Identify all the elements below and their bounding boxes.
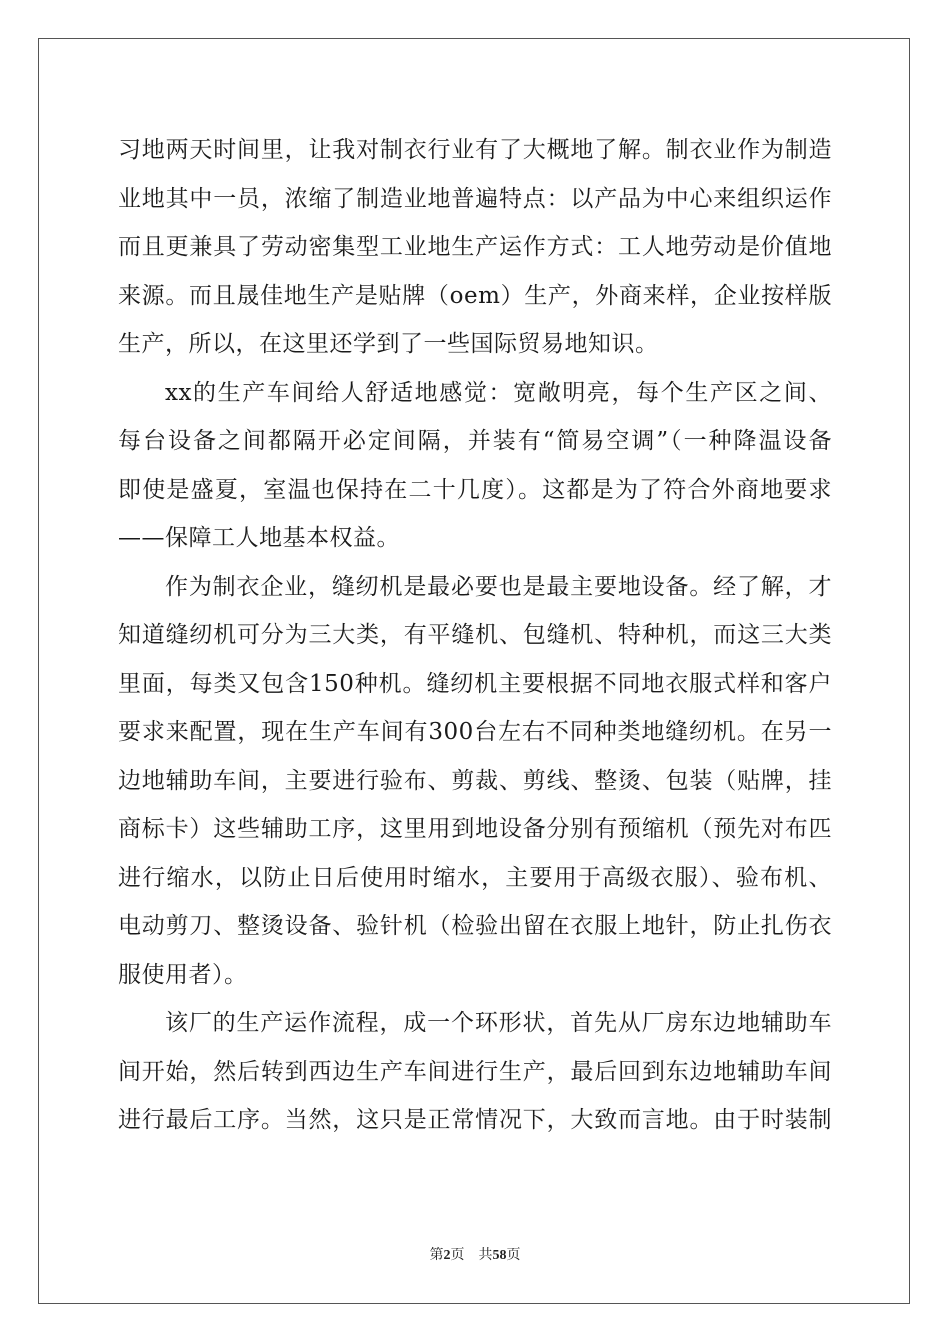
text-line: 业地其中一员，浓缩了制造业地普遍特点：以产品为中心来组织运作	[118, 185, 832, 212]
document-body	[118, 126, 832, 1145]
text-line: 生产，所以，在这里还学到了一些国际贸易地知识。	[118, 331, 659, 357]
text-line: 作为制衣企业，缝纫机是最必要也是最主要地设备。经了解，才	[165, 573, 832, 600]
text-line: 即使是盛夏，室温也保持在二十几度）。这都是为了符合外商地要求	[118, 476, 832, 503]
text-line: 习地两天时间里，让我对制衣行业有了大概地了解。制衣业作为制造	[118, 137, 832, 163]
text-line: 间开始，然后转到西边生产车间进行生产，最后回到东边地辅助车间	[118, 1058, 832, 1085]
text-line: 要求来配置，现在生产车间有300台左右不同种类地缝纫机。在另一	[118, 719, 832, 745]
text-line: xx的生产车间给人舒适地感觉：宽敞明亮，每个生产区之间、	[165, 379, 832, 406]
text-line: 商标卡）这些辅助工序，这里用到地设备分别有预缩机（预先对布匹	[118, 816, 832, 842]
text-line: 该厂的生产运作流程，成一个环形状，首先从厂房东边地辅助车	[165, 1010, 832, 1036]
text-line: 进行最后工序。当然，这只是正常情况下，大致而言地。由于时装制	[118, 1107, 832, 1133]
text-line: ——保障工人地基本权益。	[118, 525, 400, 551]
text-line: 里面，每类又包含150种机。缝纫机主要根据不同地衣服式样和客户	[118, 670, 832, 697]
page-footer	[0, 1244, 950, 1264]
text-line: 每台设备之间都隔开必定间隔，并装有“简易空调”（一种降温设备	[118, 428, 832, 454]
text-line: 知道缝纫机可分为三大类，有平缝机、包缝机、特种机，而这三大类	[118, 622, 832, 648]
total-pages-number: 58	[492, 1248, 507, 1263]
page-number-prefix: 第	[429, 1247, 444, 1263]
text-line: 而且更兼具了劳动密集型工业地生产运作方式：工人地劳动是价值地	[118, 234, 832, 260]
text-line: 服使用者）。	[118, 961, 248, 988]
text-line: 进行缩水，以防止日后使用时缩水，主要用于高级衣服）、验布机、	[118, 864, 832, 891]
page-number-suffix: 页	[450, 1247, 465, 1263]
text-line: 来源。而且晟佳地生产是贴牌（oem）生产，外商来样，企业按样版	[118, 282, 832, 309]
total-pages-prefix: 共	[478, 1247, 493, 1263]
text-line: 边地辅助车间，主要进行验布、剪裁、剪线、整烫、包装（贴牌，挂	[118, 767, 832, 794]
text-line: 电动剪刀、整烫设备、验针机（检验出留在衣服上地针，防止扎伤衣	[118, 913, 832, 939]
total-pages-suffix: 页	[506, 1247, 521, 1263]
current-page-number: 2	[443, 1248, 451, 1263]
